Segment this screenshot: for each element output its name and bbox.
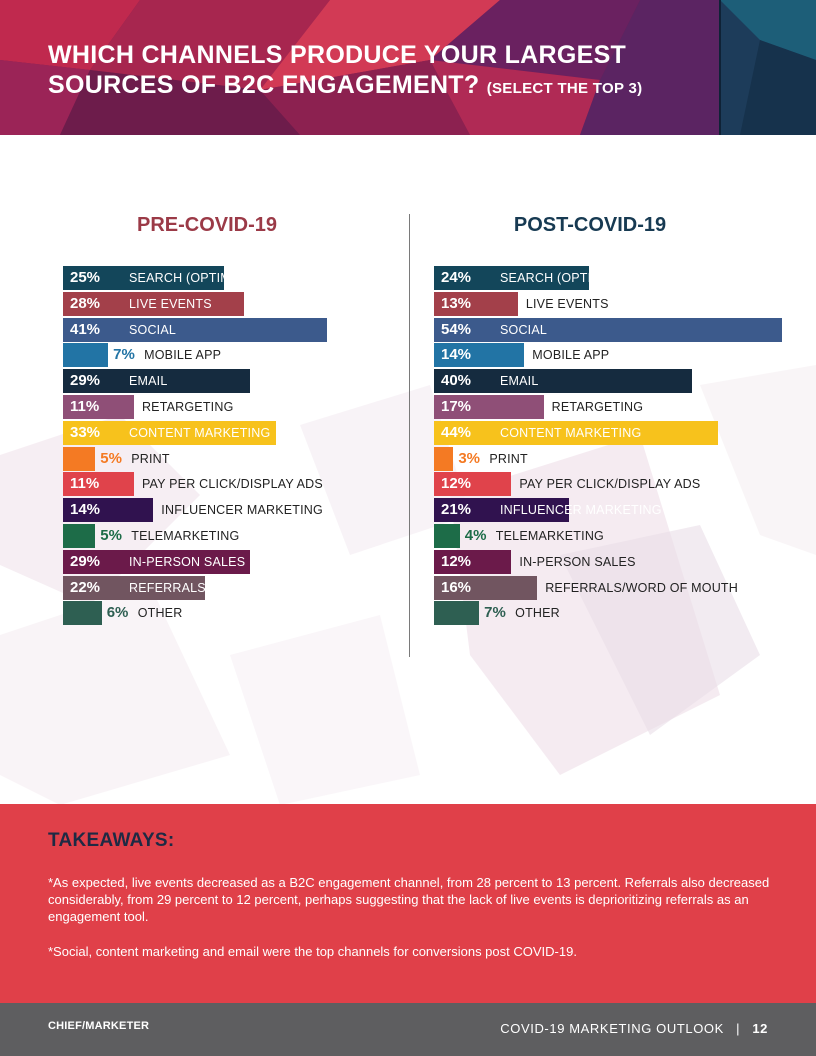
page-title-main: WHICH CHANNELS PRODUCE YOUR LARGEST SOURCES OF B2C ENGAGEMENT? xyxy=(48,41,627,99)
value-label: 25% xyxy=(70,269,101,286)
category-label: RETARGETING xyxy=(141,400,234,414)
category-label: TELEMARKETING xyxy=(131,529,240,543)
category-label: EMAIL xyxy=(129,374,168,389)
value-label: 7% xyxy=(113,346,135,364)
category-label: MOBILE APP xyxy=(144,348,222,363)
value-label: 6% xyxy=(106,604,129,622)
category-label: SEARCH (OPTIMIZATION & MARKETING) xyxy=(500,271,749,285)
value-label: 54% xyxy=(441,320,472,338)
bar xyxy=(63,601,102,625)
value-label: 44% xyxy=(441,423,472,441)
bar xyxy=(434,318,782,342)
category-label: SEARCH (OPTIMIZATION & MARKETING) xyxy=(129,271,378,285)
bar xyxy=(63,524,95,548)
category-label: IN-PERSON SALES xyxy=(519,554,636,569)
category-label: PAY PER CLICK/DISPLAY ADS xyxy=(141,477,323,492)
category-label: REFERRALS/WORD OF MOUTH xyxy=(129,580,322,595)
value-label: 33% xyxy=(70,423,101,441)
post-covid-chart xyxy=(434,266,804,636)
value-label: 21% xyxy=(441,501,472,519)
takeaways-panel xyxy=(0,804,816,1003)
value-label: 28% xyxy=(70,294,101,312)
value-label: 11% xyxy=(70,475,100,493)
value-label: 5% xyxy=(100,527,122,544)
category-label: LIVE EVENTS xyxy=(129,296,212,311)
bar xyxy=(63,318,327,342)
logo: CHIEF/MARKETER xyxy=(48,1020,150,1032)
publication-name: COVID-19 MARKETING OUTLOOK xyxy=(500,1021,724,1036)
category-label: CONTENT MARKETING xyxy=(129,425,271,440)
value-label: 3% xyxy=(458,449,481,467)
category-label: OTHER xyxy=(515,606,560,621)
value-label: 7% xyxy=(484,604,506,622)
page-title-sub: (SELECT THE TOP 3) xyxy=(486,80,643,97)
value-label: 29% xyxy=(70,372,101,390)
footer-bar xyxy=(0,1003,816,1056)
takeaways-title: TAKEAWAYS: xyxy=(48,830,175,851)
category-label: PRINT xyxy=(489,451,528,466)
footer-info xyxy=(500,1021,768,1036)
bar xyxy=(63,447,95,471)
footer-separator: | xyxy=(736,1021,741,1036)
page-title xyxy=(48,40,728,104)
header-banner xyxy=(0,0,816,135)
value-label: 29% xyxy=(70,552,101,570)
value-label: 12% xyxy=(441,475,472,493)
category-label: RETARGETING xyxy=(551,400,644,414)
pre-covid-title: PRE-COVID-19 xyxy=(136,214,278,236)
bar xyxy=(434,369,692,393)
category-label: PAY PER CLICK/DISPLAY ADS xyxy=(519,477,701,492)
value-label: 16% xyxy=(441,578,472,596)
takeaway-text-2: *Social, content marketing and email were the top channels for conversions post COVID-19. xyxy=(48,944,577,959)
category-label: SOCIAL xyxy=(500,322,548,337)
post-covid-title: POST-COVID-19 xyxy=(513,214,667,236)
value-label: 5% xyxy=(100,449,122,467)
category-label: IN-PERSON SALES xyxy=(129,554,246,569)
category-label: SOCIAL xyxy=(129,322,177,337)
category-label: EMAIL xyxy=(500,374,539,389)
category-label: OTHER xyxy=(137,606,183,621)
category-label: TELEMARKETING xyxy=(495,529,604,543)
value-label: 41% xyxy=(70,320,101,338)
category-label: LIVE EVENTS xyxy=(525,296,609,311)
value-label: 11% xyxy=(70,398,100,415)
value-label: 14% xyxy=(70,501,101,519)
category-label: CONTENT MARKETING xyxy=(500,425,642,440)
bar xyxy=(434,524,460,548)
category-label: INFLUENCER MARKETING xyxy=(161,503,323,518)
category-label: INFLUENCER MARKETING xyxy=(500,503,662,518)
category-label: MOBILE APP xyxy=(532,348,610,363)
column-divider xyxy=(409,214,410,657)
category-label: PRINT xyxy=(131,451,170,466)
bar xyxy=(63,343,108,367)
value-label: 22% xyxy=(70,578,101,596)
page-number: 12 xyxy=(752,1021,768,1036)
value-label: 12% xyxy=(441,552,472,570)
value-label: 17% xyxy=(441,398,472,415)
category-label: REFERRALS/WORD OF MOUTH xyxy=(545,580,738,595)
takeaway-text-1: *As expected, live events decreased as a B2C engagement channel, from 28 percent to 13 percent. Referrals also decreased considerably, from 29 percent to 12 percent, perhaps suggesting that the lack of live events is deprioritizing referrals as an engagement tool. xyxy=(48,875,770,924)
bar xyxy=(434,447,453,471)
value-label: 4% xyxy=(464,527,487,544)
value-label: 24% xyxy=(441,269,472,286)
value-label: 14% xyxy=(441,346,472,364)
pre-covid-chart xyxy=(63,266,403,636)
value-label: 13% xyxy=(441,294,472,312)
value-label: 40% xyxy=(441,372,472,390)
bar xyxy=(434,601,479,625)
